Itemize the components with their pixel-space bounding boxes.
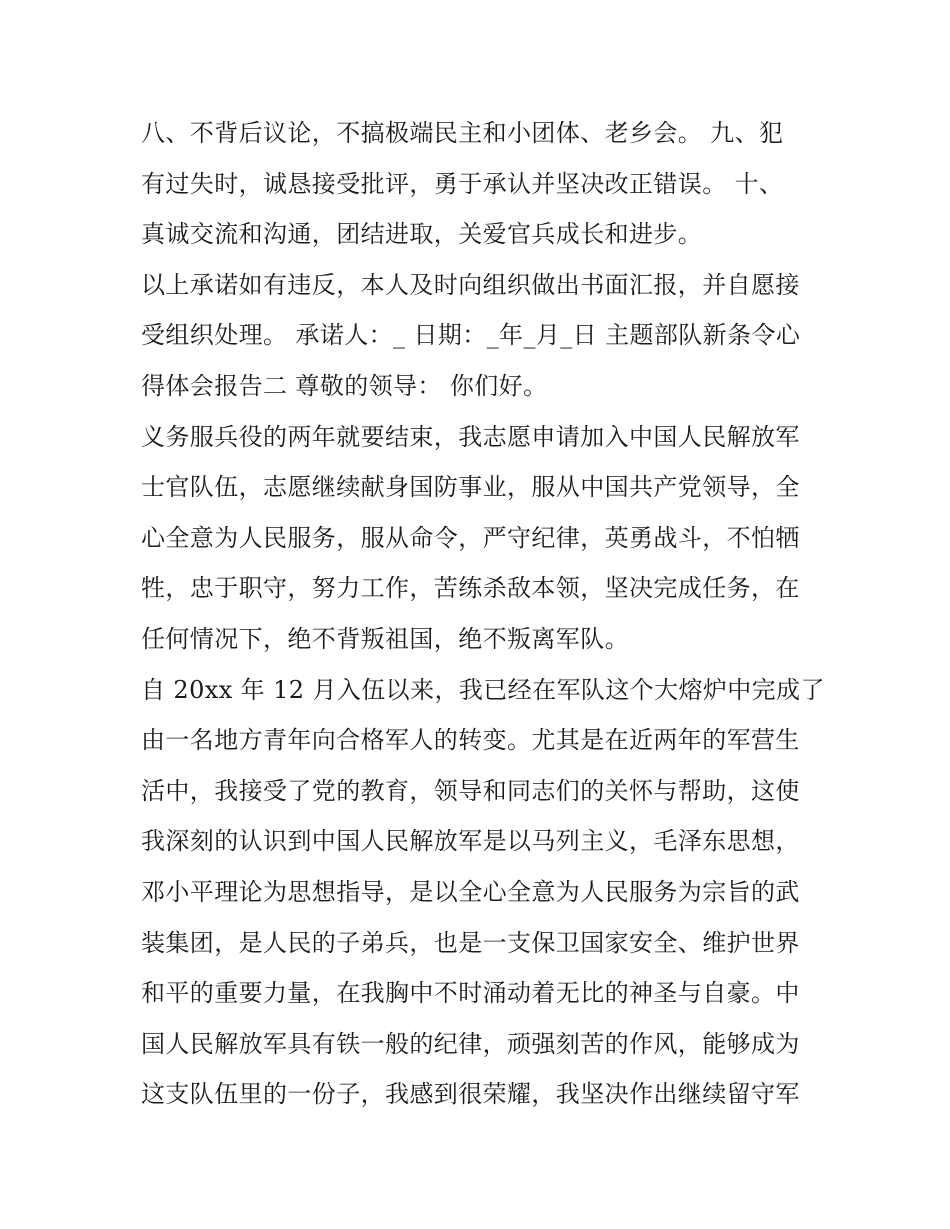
paragraph-service-experience [141, 665, 825, 1120]
text-line: 自 20xx 年 12 月入伍以来，我已经在军队这个大熔炉中完成了 [141, 675, 825, 704]
text-line: 装集团，是人民的子弟兵，也是一支保卫国家安全、维护世界 [141, 928, 800, 957]
paragraph-application [141, 412, 821, 665]
text-line: 活中，我接受了党的教育，领导和同志们的关怀与帮助，这使 [141, 776, 800, 805]
text-line: 得体会报告二 尊敬的领导： 你们好。 [141, 371, 548, 400]
text-line: 心全意为人民服务，服从命令，严守纪律，英勇战斗，不怕牺 [141, 523, 800, 552]
text-line: 牲，忠于职守，努力工作，苦练杀敌本领，坚决完成任务，在 [141, 574, 800, 603]
text-line: 和平的重要力量，在我胸中不时涌动着无比的神圣与自豪。中 [141, 979, 800, 1008]
text-line: 义务服兵役的两年就要结束，我志愿申请加入中国人民解放军 [141, 422, 800, 451]
document-body [141, 108, 825, 1120]
text-line: 以上承诺如有违反，本人及时向组织做出书面汇报，并自愿接 [141, 270, 800, 299]
text-line: 邓小平理论为思想指导，是以全心全意为人民服务为宗旨的武 [141, 877, 800, 906]
text-line: 任何情况下，绝不背叛祖国，绝不叛离军队。 [141, 624, 629, 653]
text-line: 这支队伍里的一份子，我感到很荣耀，我坚决作出继续留守军 [141, 1080, 800, 1109]
text-line: 真诚交流和沟通，团结进取，关爱官兵成长和进步。 [141, 220, 703, 249]
text-line: 八、不背后议论，不搞极端民主和小团体、老乡会。 九、犯 [141, 119, 784, 147]
text-line: 士官队伍，志愿继续献身国防事业，服从中国共产党领导，全 [141, 473, 800, 502]
text-line: 有过失时，诚恳接受批评，勇于承认并坚决改正错误。 十、 [141, 169, 784, 198]
paragraph-pledge-signature [141, 260, 821, 412]
text-line: 国人民解放军具有铁一般的纪律，顽强刻苦的作风，能够成为 [141, 1029, 800, 1058]
paragraph-commitments-8-10 [141, 108, 821, 260]
text-line: 受组织处理。 承诺人：_ 日期：_年_月_日 主题部队新条令心 [141, 321, 801, 350]
text-line: 由一名地方青年向合格军人的转变。尤其是在近两年的军营生 [141, 726, 800, 755]
text-line: 我深刻的认识到中国人民解放军是以马列主义，毛泽东思想， [141, 827, 800, 856]
